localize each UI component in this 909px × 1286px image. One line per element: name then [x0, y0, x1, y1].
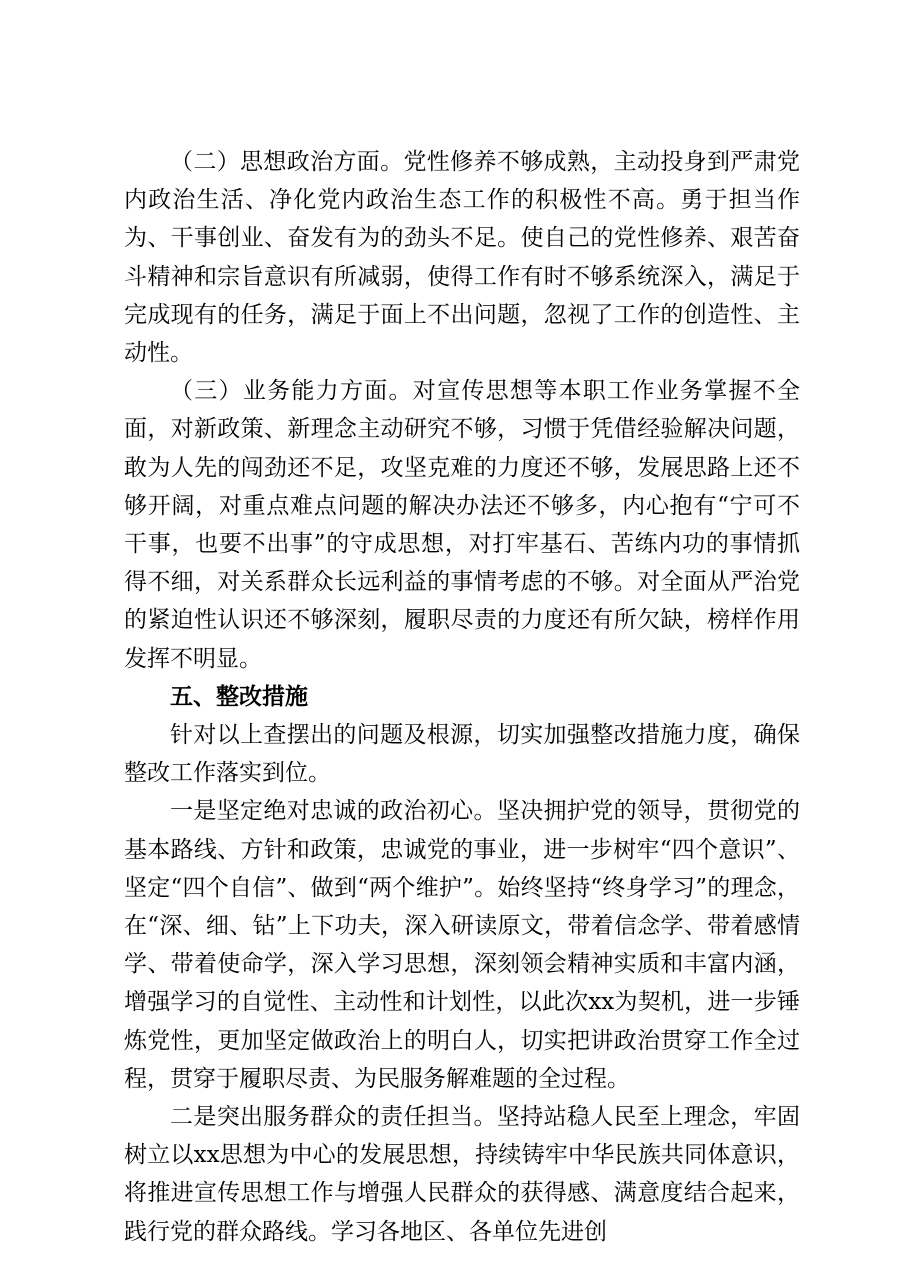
paragraph-political-thought: （二）思想政治方面。党性修养不够成熟，主动投身到严肃党内政治生活、净化党内政治生态工作的积极性不高。勇于担当作为、干事创业、奋发有为的劲头不足。使自己的党性修养、艰苦奋斗精神和宗旨意识有所减弱，使得工作有时不够系统深入，满足于完成现有的任务，满足于面上不出问题，忽视了工作的创造性、主动性。 [124, 149, 800, 367]
document-body [124, 143, 800, 1251]
paragraph-measures-intro: 针对以上查摆出的问题及根源，切实加强整改措施力度，确保整改工作落实到位。 [124, 722, 800, 787]
paragraph-measure-one: 一是坚定绝对忠诚的政治初心。坚决拥护党的领导，贯彻党的基本路线、方针和政策，忠诚党的事业，进一步树牢“四个意识”、坚定“四个自信”、做到“两个维护”。始终坚持“终身学习”的理念，在“深、细、钻”上下功夫，深入研读原文，带着信念学、带着感情学、带着使命学，深入学习思想，深刻领会精神实质和丰富内涵，增强学习的自觉性、主动性和计划性，以此次xx为契机，进一步锤炼党性，更加坚定做政治上的明白人，切实把讲政治贯穿工作全过程，贯穿于履职尽责、为民服务解难题的全过程。 [124, 798, 800, 1092]
paragraph-business-ability: （三）业务能力方面。对宣传思想等本职工作业务掌握不全面，对新政策、新理念主动研究不够，习惯于凭借经验解决问题，敢为人先的闯劲还不足，攻坚克难的力度还不够，发展思路上还不够开阔，对重点难点问题的解决办法还不够多，内心抱有“宁可不干事，也要不出事”的守成思想，对打牢基石、苦练内功的事情抓得不细，对关系群众长远利益的事情考虑的不够。对全面从严治党的紧迫性认识还不够深刻，履职尽责的力度还有所欠缺，榜样作用发挥不明显。 [124, 378, 800, 672]
paragraph-measure-two: 二是突出服务群众的责任担当。坚持站稳人民至上理念，牢固树立以xx思想为中心的发展思想，持续铸牢中华民族共同体意识，将推进宣传思想工作与增强人民群众的获得感、满意度结合起来，践行党的群众路线。学习各地区、各单位先进创 [124, 1104, 800, 1245]
section-heading: 五、整改措施 [170, 683, 308, 710]
